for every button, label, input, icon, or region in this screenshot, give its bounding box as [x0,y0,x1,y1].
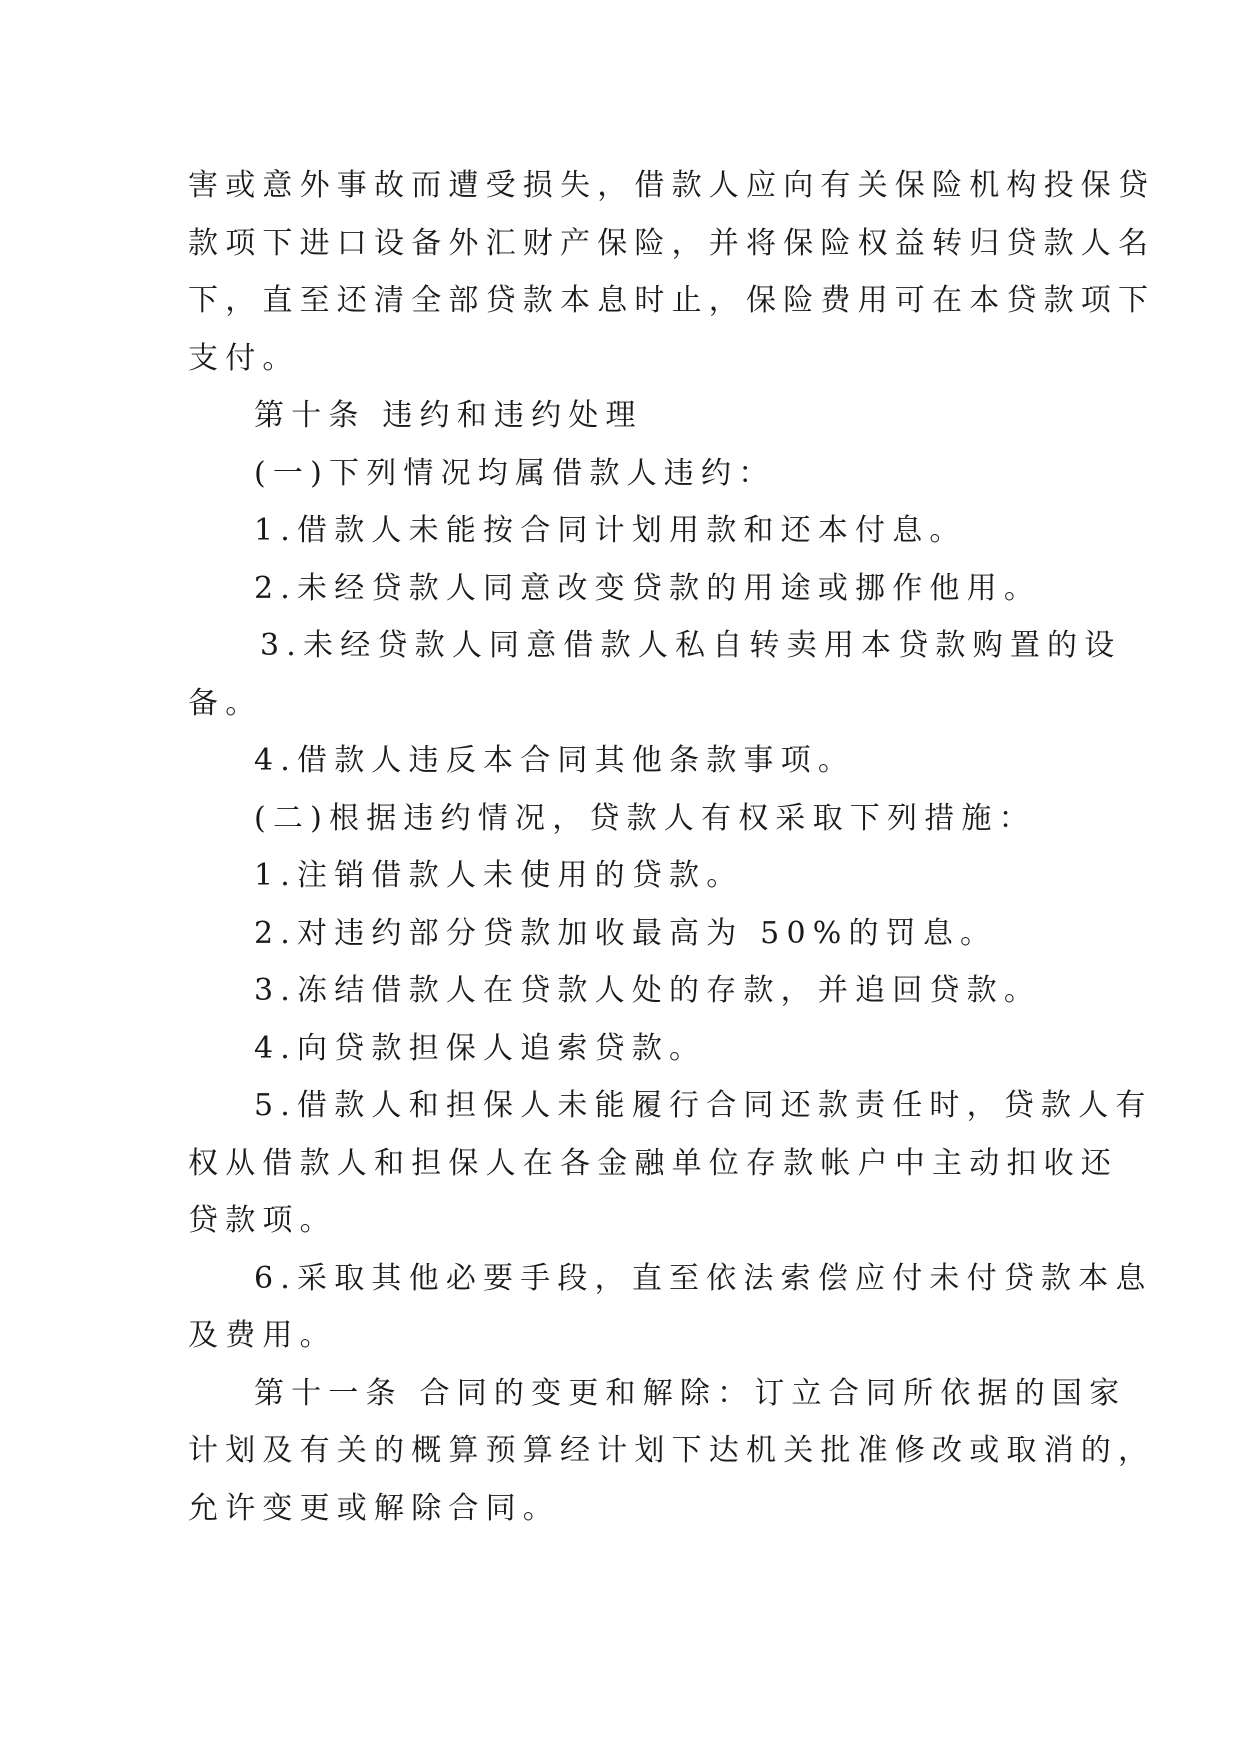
text-line: 权从借款人和担保人在各金融单位存款帐户中主动扣收还 [188,1145,1118,1181]
article-heading: 第十一条 合同的变更和解除：订立合同所依据的国家 [254,1375,1127,1411]
list-item: 4.向贷款担保人追索贷款。 [254,1030,707,1066]
list-item: 4.借款人违反本合同其他条款事项。 [254,743,856,778]
body-text [188,157,1156,1537]
text-line: 贷款项。 [188,1203,337,1238]
text-line: 及费用。 [188,1318,337,1353]
list-item: 3.未经贷款人同意借款人私自转卖用本贷款购置的设 [260,628,1122,663]
text-line: 计划及有关的概算预算经计划下达机关批准修改或取消的， [188,1433,1156,1468]
section-heading: (一)下列情况均属借款人违约： [254,455,776,491]
section-heading: (二)根据违约情况，贷款人有权采取下列措施： [254,800,1036,836]
list-item: 1.注销借款人未使用的贷款。 [254,858,744,893]
list-item: 5.借款人和担保人未能履行合同还款责任时，贷款人有 [254,1088,1153,1123]
list-item: 3.冻结借款人在贷款人处的存款，并追回贷款。 [254,973,1042,1008]
list-item: 2.未经贷款人同意改变贷款的用途或挪作他用。 [254,570,1042,606]
list-item: 1.借款人未能按合同计划用款和还本付息。 [254,513,967,548]
text-line: 害或意外事故而遭受损失，借款人应向有关保险机构投保贷 [188,168,1156,203]
text-line: 备。 [188,685,263,721]
article-heading: 第十条 违约和违约处理 [254,398,643,433]
text-line: 允许变更或解除合同。 [188,1490,560,1526]
list-item: 2.对违约部分贷款加收最高为 50%的罚息。 [254,915,998,951]
text-line: 款项下进口设备外汇财产保险，并将保险权益转归贷款人名 [188,225,1156,261]
list-item: 6.采取其他必要手段，直至依法索偿应付未付贷款本息 [254,1260,1153,1296]
text-line: 支付。 [188,340,300,376]
text-line: 下，直至还清全部贷款本息时止，保险费用可在本贷款项下 [188,283,1156,318]
